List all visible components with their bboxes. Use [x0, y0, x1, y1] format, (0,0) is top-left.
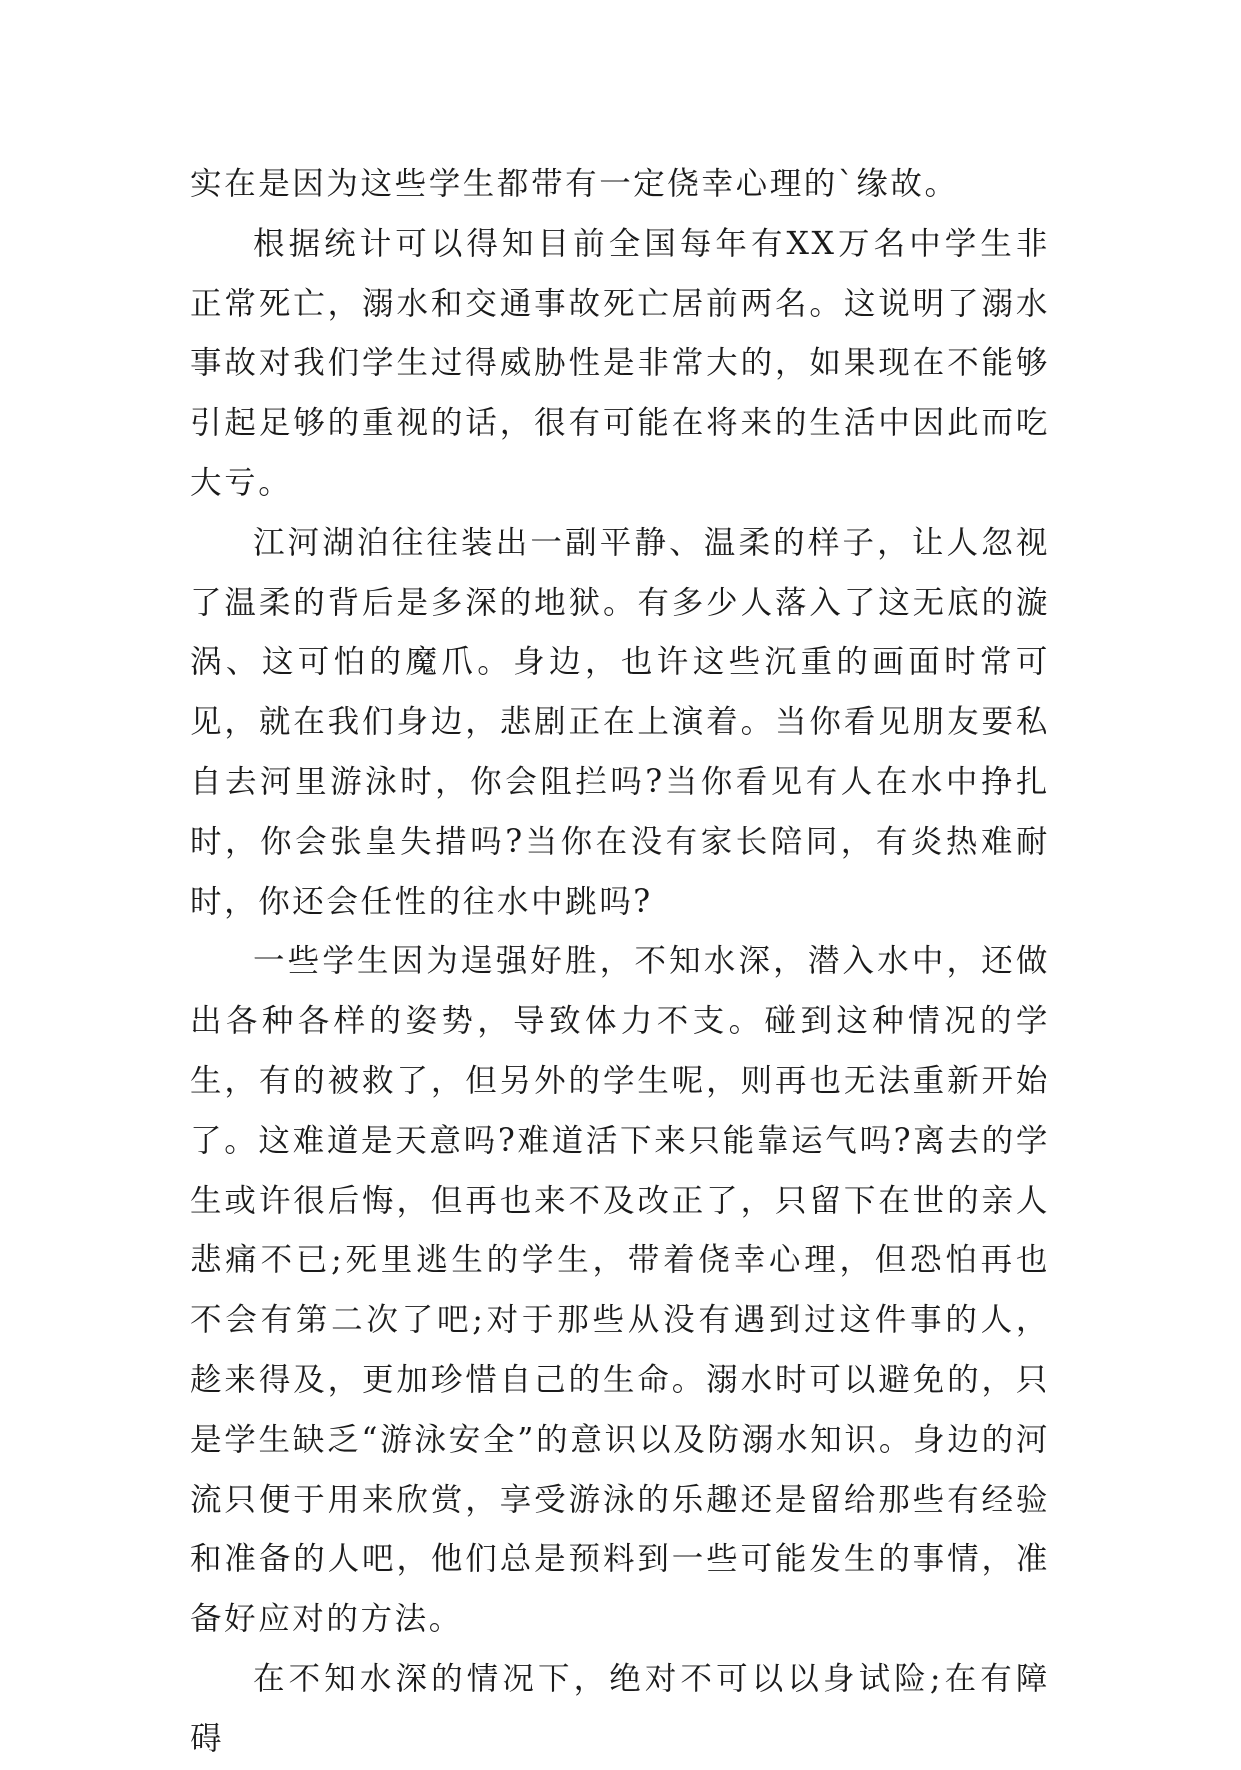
paragraph: 江河湖泊往往装出一副平静、温柔的样子，让人忽视了温柔的背后是多深的地狱。有多少人落入了这无底的漩涡、这可怕的魔爪。身边，也许这些沉重的画面时常可见，就在我们身边，悲剧正在上演着。当你看见朋友要私自去河里游泳时，你会阻拦吗?当你看见有人在水中挣扎时，你会张皇失措吗?当你在没有家长陪同，有炎热难耐时，你还会任性的往水中跳吗?	[190, 524, 1050, 920]
paragraph: 在不知水深的情况下，绝对不可以以身试险;在有障碍	[190, 1660, 1050, 1757]
paragraph: 一些学生因为逞强好胜，不知水深，潜入水中，还做出各种各样的姿势，导致体力不支。碰到这种情况的学生，有的被救了，但另外的学生呢，则再也无法重新开始了。这难道是天意吗?难道活下来只能靠运气吗?离去的学生或许很后悔，但再也来不及改正了，只留下在世的亲人悲痛不已;死里逃生的学生，带着侥幸心理，但恐怕再也不会有第二次了吧;对于那些从没有遇到过这件事的人，趁来得及，更加珍惜自己的生命。溺水时可以避免的，只是学生缺乏“游泳安全”的意识以及防溺水知识。身边的河流只便于用来欣赏，享受游泳的乐趣还是留给那些有经验和准备的人吧，他们总是预料到一些可能发生的事情，准备好应对的方法。	[190, 943, 1050, 1638]
paragraph: 根据统计可以得知目前全国每年有XX万名中学生非正常死亡，溺水和交通事故死亡居前两名。这说明了溺水事故对我们学生过得威胁性是非常大的，如果现在不能够引起足够的重视的话，很有可能在将来的生活中因此而吃大亏。	[190, 225, 1050, 501]
paragraph: 实在是因为这些学生都带有一定侥幸心理的`缘故。	[190, 166, 959, 202]
document-body	[190, 155, 1050, 1770]
